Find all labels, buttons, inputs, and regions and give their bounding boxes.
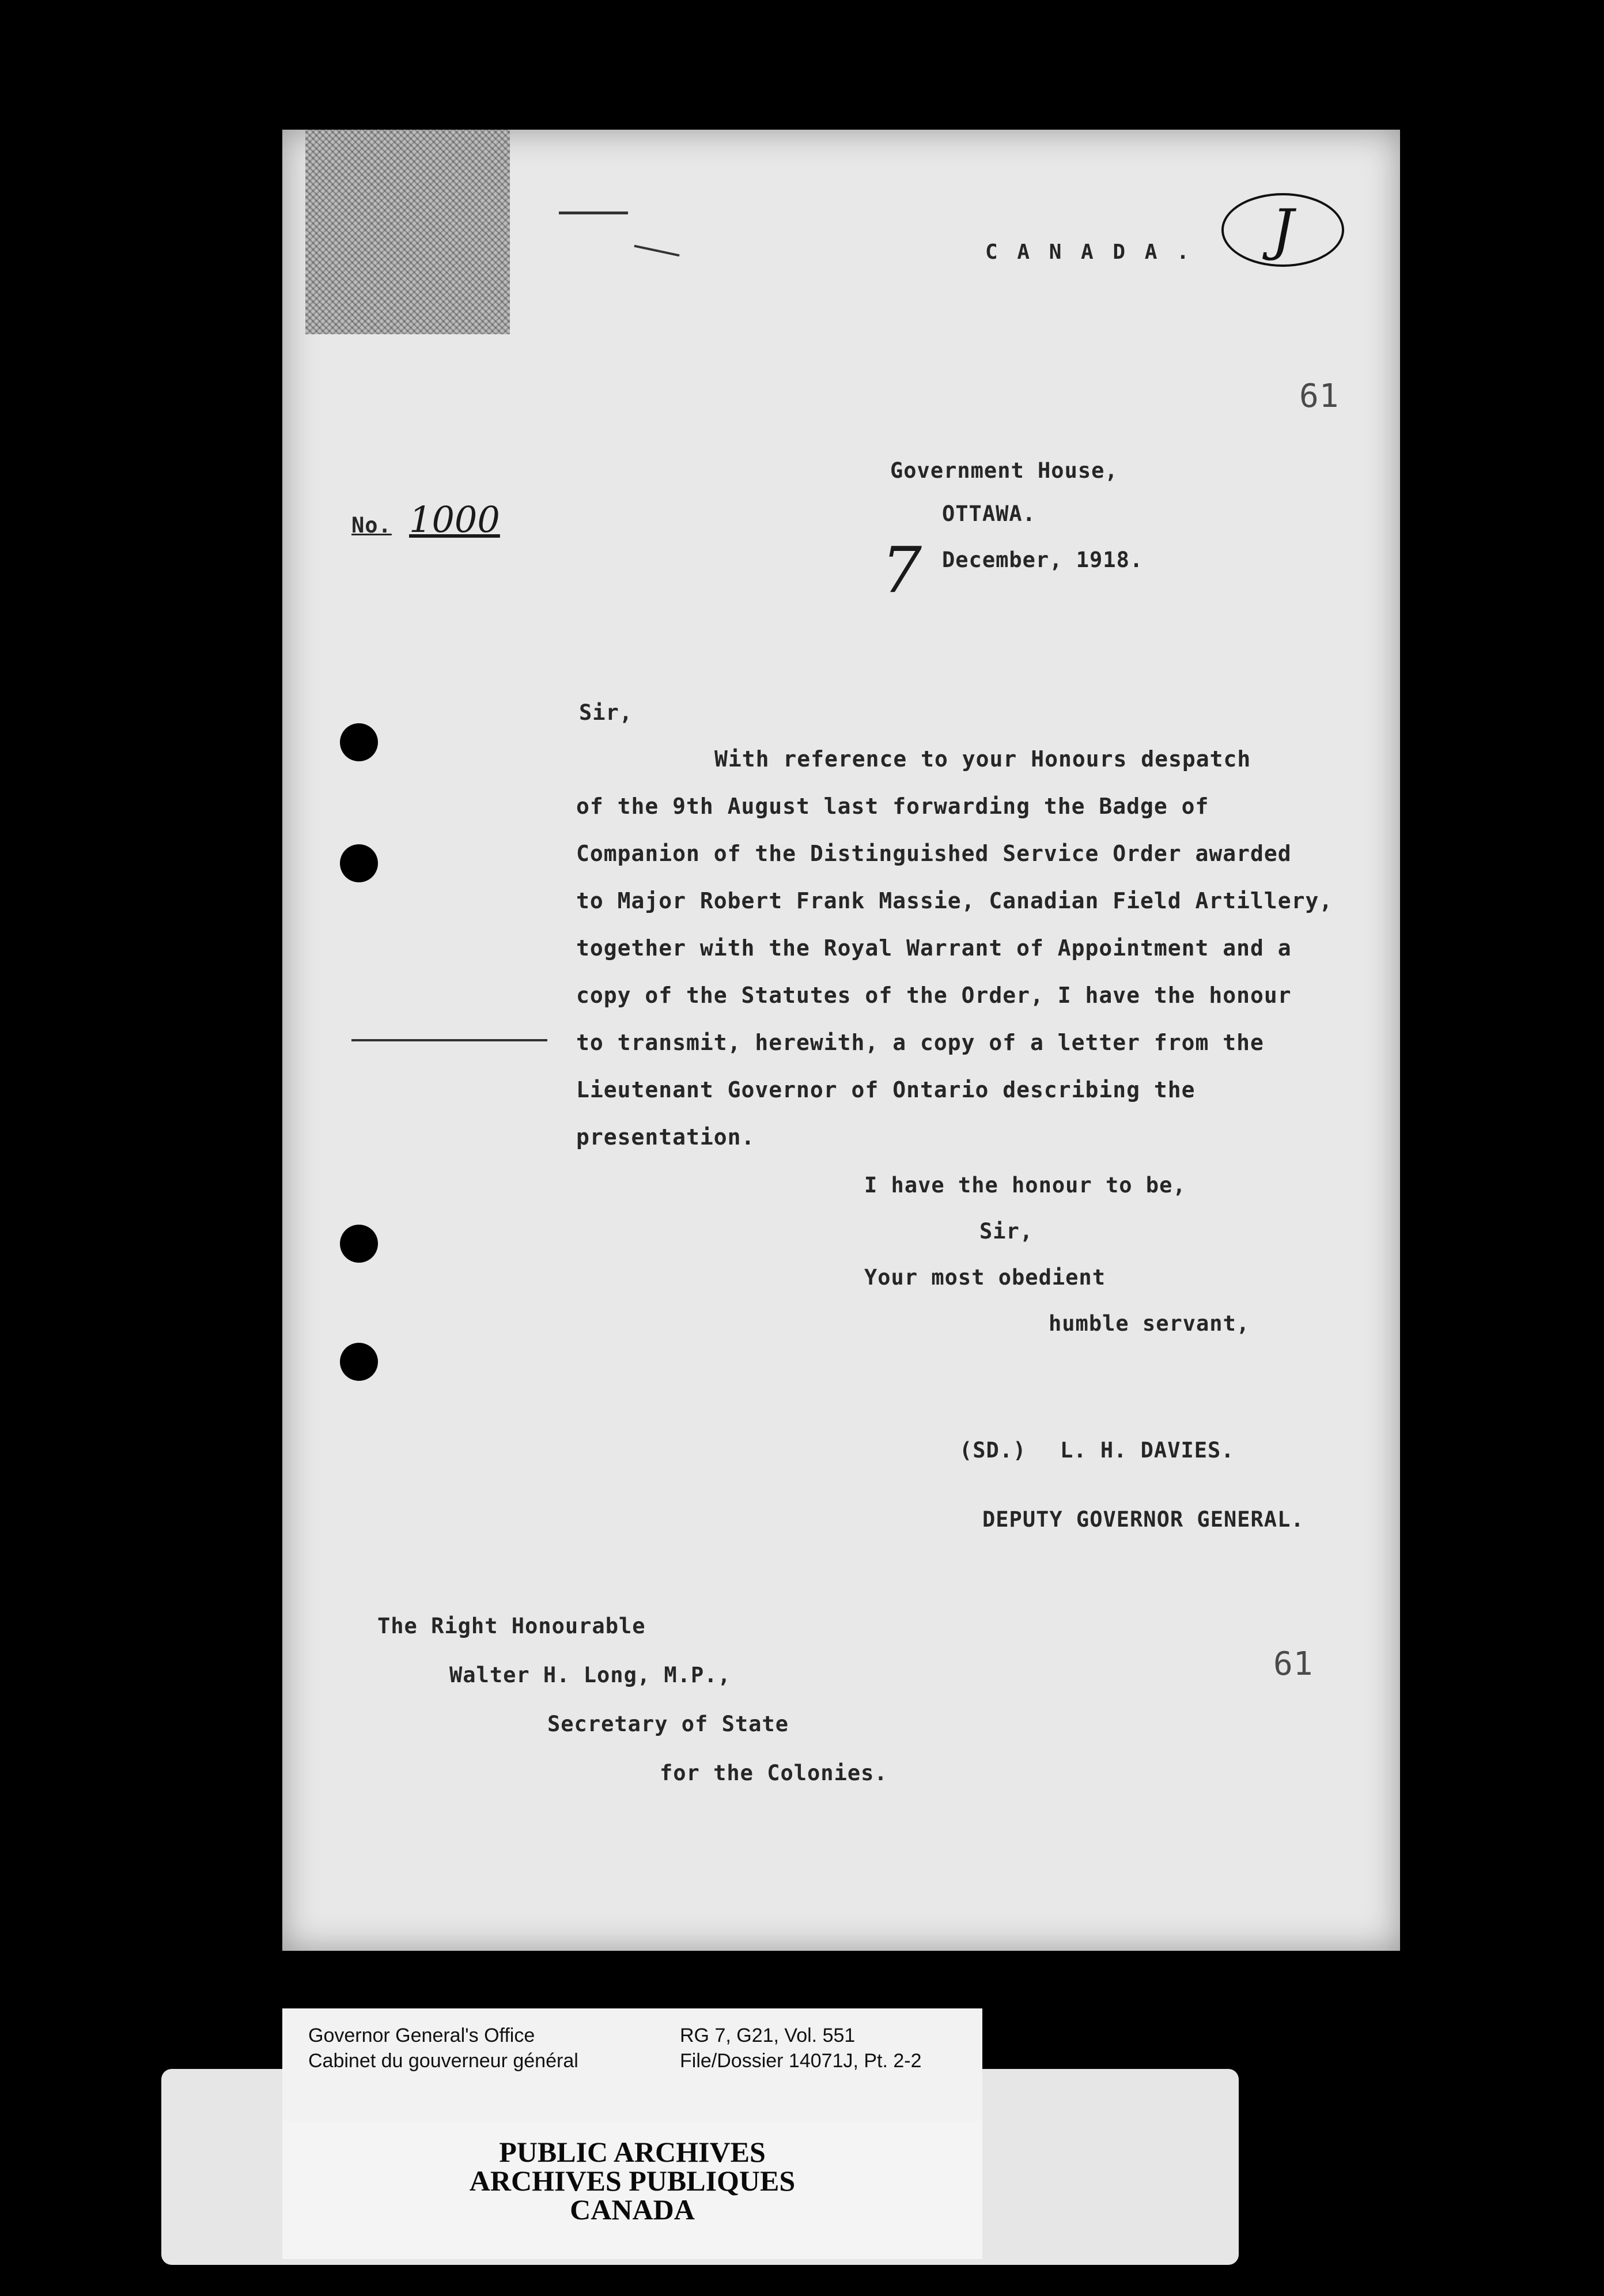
- letter-page: [282, 130, 1400, 1951]
- stamp-line: PUBLIC ARCHIVES: [499, 2136, 766, 2168]
- closing-line: Sir,: [979, 1219, 1034, 1244]
- body-line: presentation.: [576, 1124, 755, 1150]
- addressee-line: for the Colonies.: [660, 1761, 888, 1785]
- addressee-line: Walter H. Long, M.P.,: [449, 1663, 731, 1687]
- file-reference: File/Dossier 14071J, Pt. 2-2: [680, 2050, 922, 2072]
- body-line: copy of the Statutes of the Order, I have the honour: [576, 983, 1292, 1008]
- page-number: 61: [1299, 377, 1340, 415]
- salutation: Sir,: [579, 700, 633, 725]
- punch-hole: [340, 723, 378, 761]
- body-line: to transmit, herewith, a copy of a letter from the: [576, 1030, 1264, 1055]
- body-line: together with the Royal Warrant of Appointment and a: [576, 935, 1292, 961]
- signature-mark: (SD.): [959, 1438, 1027, 1463]
- closing-line: humble servant,: [1049, 1311, 1250, 1336]
- punch-hole: [340, 1343, 378, 1381]
- signature-title: DEPUTY GOVERNOR GENERAL.: [982, 1507, 1304, 1532]
- stamp-line: ARCHIVES PUBLIQUES: [469, 2165, 796, 2197]
- pen-mark: [559, 212, 628, 214]
- reference-label: No.: [351, 513, 392, 538]
- archive-reference-label: [282, 2008, 982, 2121]
- footer-page-number: 61: [1273, 1645, 1314, 1683]
- closing-line: I have the honour to be,: [864, 1173, 1186, 1198]
- date-line: December, 1918.: [942, 547, 1144, 572]
- address-line-1: Government House,: [890, 458, 1118, 483]
- stamp-line: CANADA: [570, 2193, 695, 2226]
- body-line: Companion of the Distinguished Service Order awarded: [576, 841, 1292, 866]
- letterhead-country: C A N A D A .: [985, 240, 1193, 264]
- record-group: RG 7, G21, Vol. 551: [680, 2025, 856, 2046]
- punch-hole: [340, 1225, 378, 1263]
- date-day-handwritten: 7: [882, 533, 922, 607]
- tape-swatch: [305, 130, 510, 334]
- addressee-line: Secretary of State: [547, 1712, 789, 1736]
- signature-name: L. H. DAVIES.: [1060, 1438, 1235, 1463]
- file-mark-circle: [1221, 193, 1344, 267]
- address-line-2: OTTAWA.: [942, 501, 1036, 526]
- punch-hole: [340, 844, 378, 882]
- closing-line: Your most obedient: [864, 1265, 1106, 1290]
- reference-number: 1000: [409, 499, 500, 541]
- office-english: Governor General's Office: [308, 2025, 535, 2046]
- body-line: of the 9th August last forwarding the Badge of: [576, 794, 1209, 819]
- body-line: With reference to your Honours despatch: [714, 746, 1251, 772]
- archive-stamp: [282, 2121, 982, 2259]
- office-french: Cabinet du gouverneur général: [308, 2050, 578, 2072]
- margin-rule: [351, 1039, 547, 1041]
- addressee-line: The Right Honourable: [377, 1614, 646, 1638]
- body-line: to Major Robert Frank Massie, Canadian Field Artillery,: [576, 888, 1333, 913]
- pen-mark: [634, 245, 679, 257]
- file-mark: J: [1272, 198, 1294, 262]
- body-line: Lieutenant Governor of Ontario describing the: [576, 1077, 1196, 1102]
